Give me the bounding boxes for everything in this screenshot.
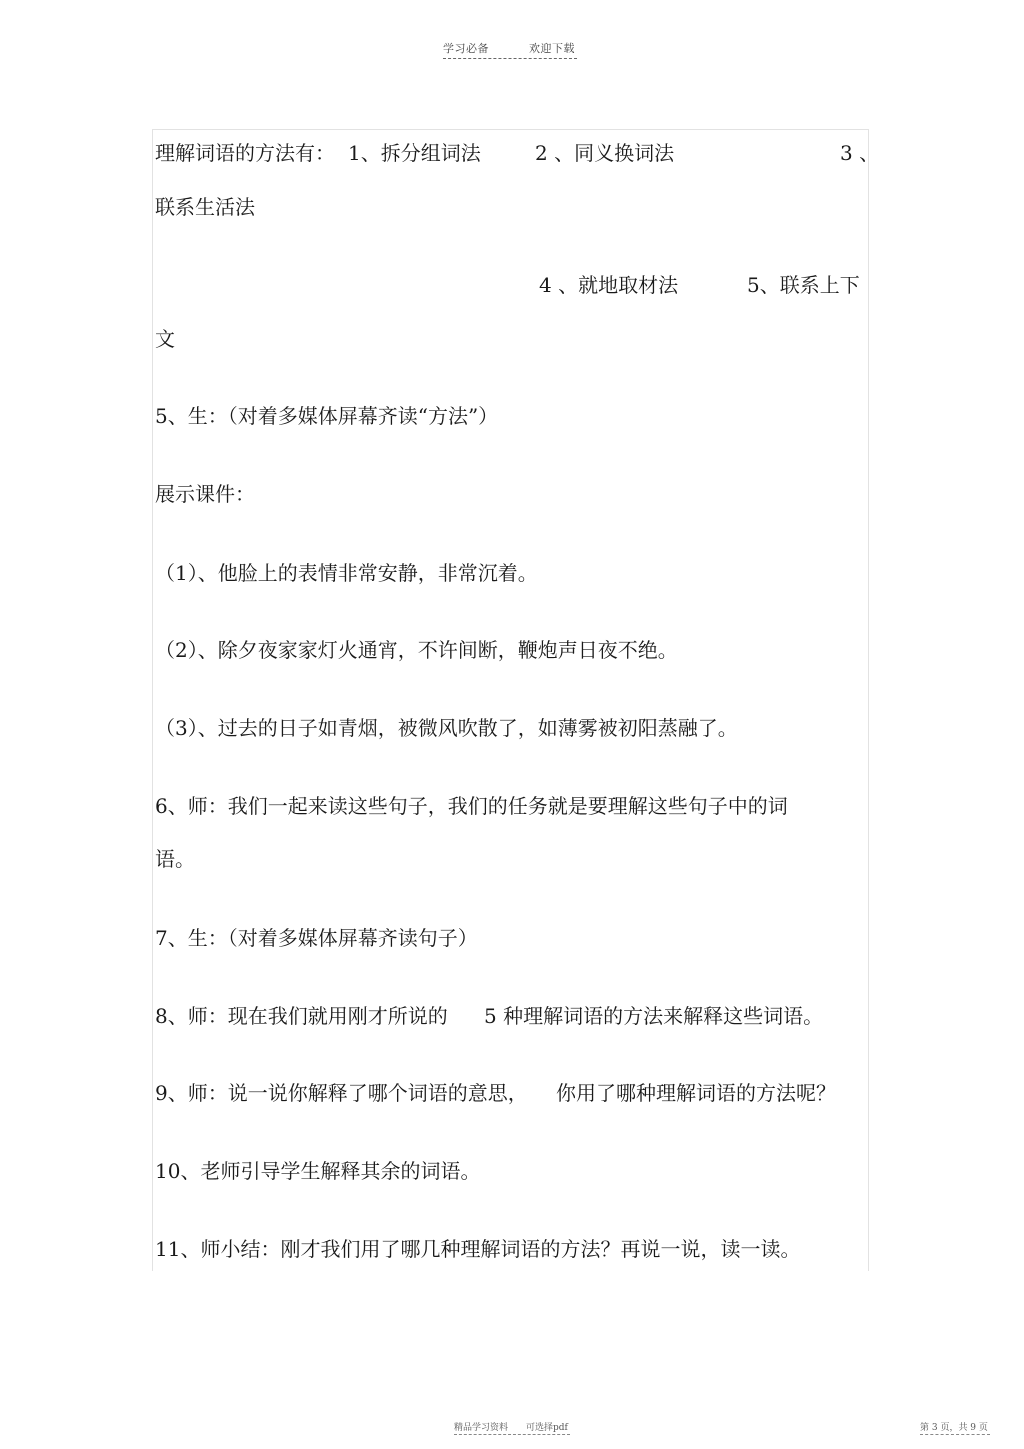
method-4-text: 4 、就地取材法 [539,273,679,297]
method-5-text: 5、联系上下 [747,273,860,297]
method-3-number: 3 、 [840,141,880,165]
sentence-2-text: （2）、除夕夜家家灯火通宵，不许间断，鞭炮声日夜不绝。 [155,638,678,662]
content-frame-left [152,129,153,1271]
step-6-continued-text: 语。 [155,847,195,871]
sentence-3-text: （3）、过去的日子如青烟，被微风吹散了，如薄雾被初阳蒸融了。 [155,716,738,740]
step-5-text: 5、生：（对着多媒体屏幕齐读“方法”） [155,404,499,428]
step-8-text: 8、师：现在我们就用刚才所说的 [155,1004,448,1028]
step-9-text: 9、师：说一说你解释了哪个词语的意思， [155,1081,528,1105]
footer-left-text: 精品学习资料 可选择pdf [454,1423,568,1433]
header-rule [443,58,577,59]
method-5-continued-text: 文 [155,327,175,351]
content-frame-right [868,129,869,1271]
method-intro-text: 理解词语的方法有： [155,141,335,165]
header-left-text: 学习必备 [443,42,489,55]
method-2-text: 2 、同义换词法 [535,141,675,165]
method-1-text: 1、拆分组词法 [348,141,481,165]
step-8-continued-text: 5 种理解词语的方法来解释这些词语。 [484,1004,824,1028]
footer-left-rule [454,1434,570,1435]
step-9-continued-text: 你用了哪种理解词语的方法呢？ [556,1081,836,1105]
page-header [443,40,575,56]
step-11-text: 11、师小结：刚才我们用了哪几种理解词语的方法？再说一说，读一读。 [155,1237,801,1261]
page-number-text: 第 3 页，共 9 页 [920,1423,988,1433]
method-3-text: 联系生活法 [155,195,255,219]
step-7-text: 7、生：（对着多媒体屏幕齐读句子） [155,926,478,950]
show-courseware-text: 展示课件： [155,482,255,506]
sentence-1-text: （1）、他脸上的表情非常安静，非常沉着。 [155,561,538,585]
step-6-text: 6、师：我们一起来读这些句子，我们的任务就是要理解这些句子中的词 [155,794,788,818]
content-frame-top [152,129,868,130]
step-10-text: 10、老师引导学生解释其余的词语。 [155,1159,481,1183]
header-right-text: 欢迎下载 [529,42,575,55]
footer-right-rule [920,1434,990,1435]
